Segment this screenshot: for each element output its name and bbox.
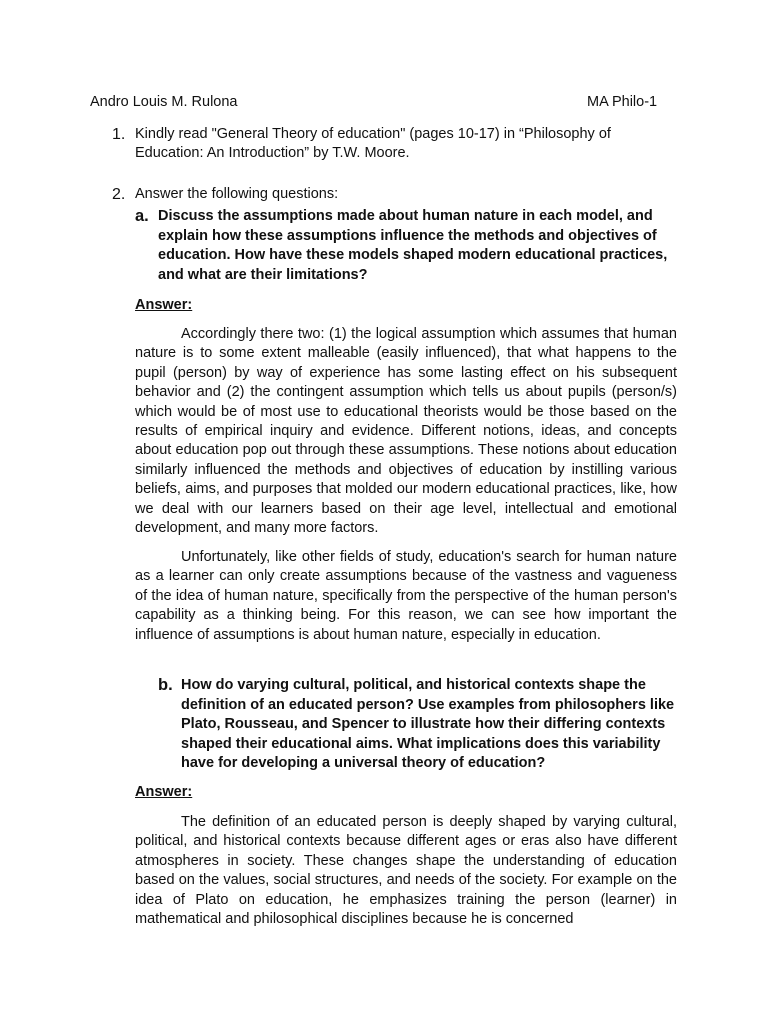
list-item-1 (112, 125, 680, 164)
author-name: Andro Louis M. Rulona (90, 94, 238, 110)
question-b-marker: b. (158, 676, 173, 694)
question-a-text: Discuss the assumptions made about human nature in each model, and explain how these assumptions influence the methods and objectives of education. How have these models shaped modern educational practices, and what are their limitations? (158, 208, 668, 283)
question-a-marker: a. (135, 207, 149, 225)
course-label: MA Philo-1 (587, 94, 658, 110)
answer-b-label: Answer: (135, 784, 193, 800)
answer-a-paragraph-1: Accordingly there two: (1) the logical assumption which assumes that human nature is to some extent malleable (easily influenced), that what happens to the pupil (person) by way of experience has some lasting effect on his subsequent behavior and (2) the contingent assumption which tells us about pupils (person/s) which would be of most use to educational theorists would be those based on the results of empirical inquiry and evidence. Different notions, ideas, and concepts about education pop out through these assumptions. These notions about education similarly influenced the methods and objectives of education by instilling various beliefs, aims, and purposes that molded our modern educational practices, like, how we deal with our learners based on their age level, intellectual and emotional development, and many more factors. (135, 326, 677, 537)
list-marker-2: 2. (112, 186, 126, 203)
list-marker-1: 1. (112, 126, 126, 143)
answer-a-paragraph-2: Unfortunately, like other fields of study, education's search for human nature as a learner can only create assumptions because of the vastness and vagueness of the idea of human nature, specifically from the perspective of the human person's capability as a thinking being. For this reason, we can see how important the influence of assumptions is about human nature, especially in education. (135, 549, 677, 643)
question-a (135, 207, 680, 285)
list-item-2-text: Answer the following questions: (135, 186, 339, 202)
list-item-2 (112, 185, 680, 204)
list-item-1-text: Kindly read "General Theory of education" (pages 10-17) in “Philosophy of Education: An Introduction” by T.W. Moore. (135, 126, 611, 162)
answer-b-paragraph-1: The definition of an educated person is deeply shaped by varying cultural, political, and historical contexts because different ages or eras also have different atmospheres in society. These changes shape the understanding of education based on the values, social structures, and needs of the society. For example on the idea of Plato on education, he emphasizes training the person (learner) in mathematical and philosophical disciplines because he is concerned (135, 814, 677, 928)
answer-a-label: Answer: (135, 297, 193, 313)
question-b-text: How do varying cultural, political, and historical contexts shape the definition of an educated person? Use examples from philosophers like Plato, Rousseau, and Spencer to illustrate how their differing contexts shaped their educational aims. What implications does this variability have for developing a universal theory of education? (181, 677, 675, 771)
question-b (158, 676, 680, 774)
